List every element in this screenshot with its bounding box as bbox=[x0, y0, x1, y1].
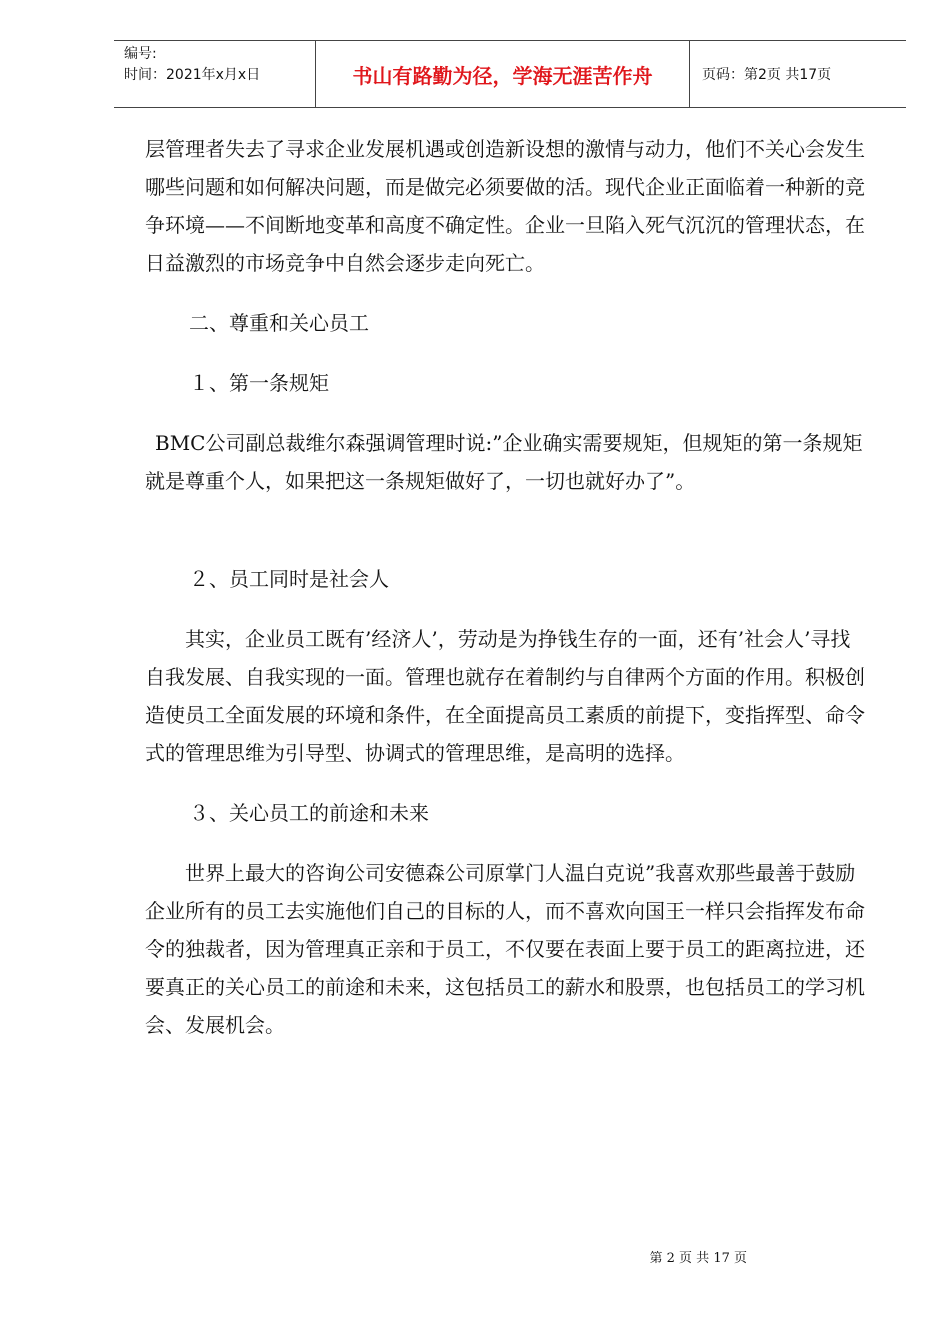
time-label: 时间：2021年x月x日 bbox=[124, 67, 261, 83]
subheading-3: ３、关心员工的前途和未来 bbox=[189, 801, 429, 825]
page-header bbox=[114, 40, 906, 108]
header-meta bbox=[114, 41, 316, 107]
paragraph-3: 其实，企业员工既有’经济人’，劳动是为挣钱生存的一面，还有’社会人’寻找自我发展、自我实现的一面。管理也就存在着制约与自律两个方面的作用。积极创造使员工全面发展的环境和条件，在全面提高员工素质的前提下，变指挥型、命令式的管理思维为引导型、协调式的管理思维，是高明的选择。 bbox=[145, 627, 865, 765]
page-footer bbox=[0, 1247, 950, 1266]
paragraph-4: 世界上最大的咨询公司安德森公司原掌门人温白克说”我喜欢那些最善于鼓励企业所有的员工去实施他们自己的目标的人，而不喜欢向国王一样只会指挥发布命令的独裁者，因为管理真正亲和于员工，不仅要在表面上要于员工的距离拉进，还要真正的关心员工的前途和未来，这包括员工的薪水和股票，也包括员工的学习机会、发展机会。 bbox=[145, 861, 865, 1037]
serial-label: 编号: bbox=[124, 46, 157, 62]
header-page-info: 页码：第2页 共17页 bbox=[702, 67, 832, 83]
subheading-1: １、第一条规矩 bbox=[189, 371, 329, 395]
footer-page-number: 第 2 页 共 17 页 bbox=[649, 1251, 747, 1266]
subheading-2: ２、员工同时是社会人 bbox=[189, 567, 389, 591]
header-motto: 书山有路勤为径，学海无涯苦作舟 bbox=[316, 41, 690, 107]
section-heading: 二、尊重和关心员工 bbox=[189, 311, 369, 335]
document-body bbox=[145, 130, 865, 1044]
paragraph-2: BMC公司副总裁维尔森强调管理时说:”企业确实需要规矩，但规矩的第一条规矩就是尊重个人，如果把这一条规矩做好了，一切也就好办了”。 bbox=[145, 431, 863, 493]
paragraph-1: 层管理者失去了寻求企业发展机遇或创造新设想的激情与动力，他们不关心会发生哪些问题和如何解决问题，而是做完必须要做的活。现代企业正面临着一种新的竞争环境——不间断地变革和高度不确定性。企业一旦陷入死气沉沉的管理状态，在日益激烈的市场竞争中自然会逐步走向死亡。 bbox=[145, 137, 865, 275]
